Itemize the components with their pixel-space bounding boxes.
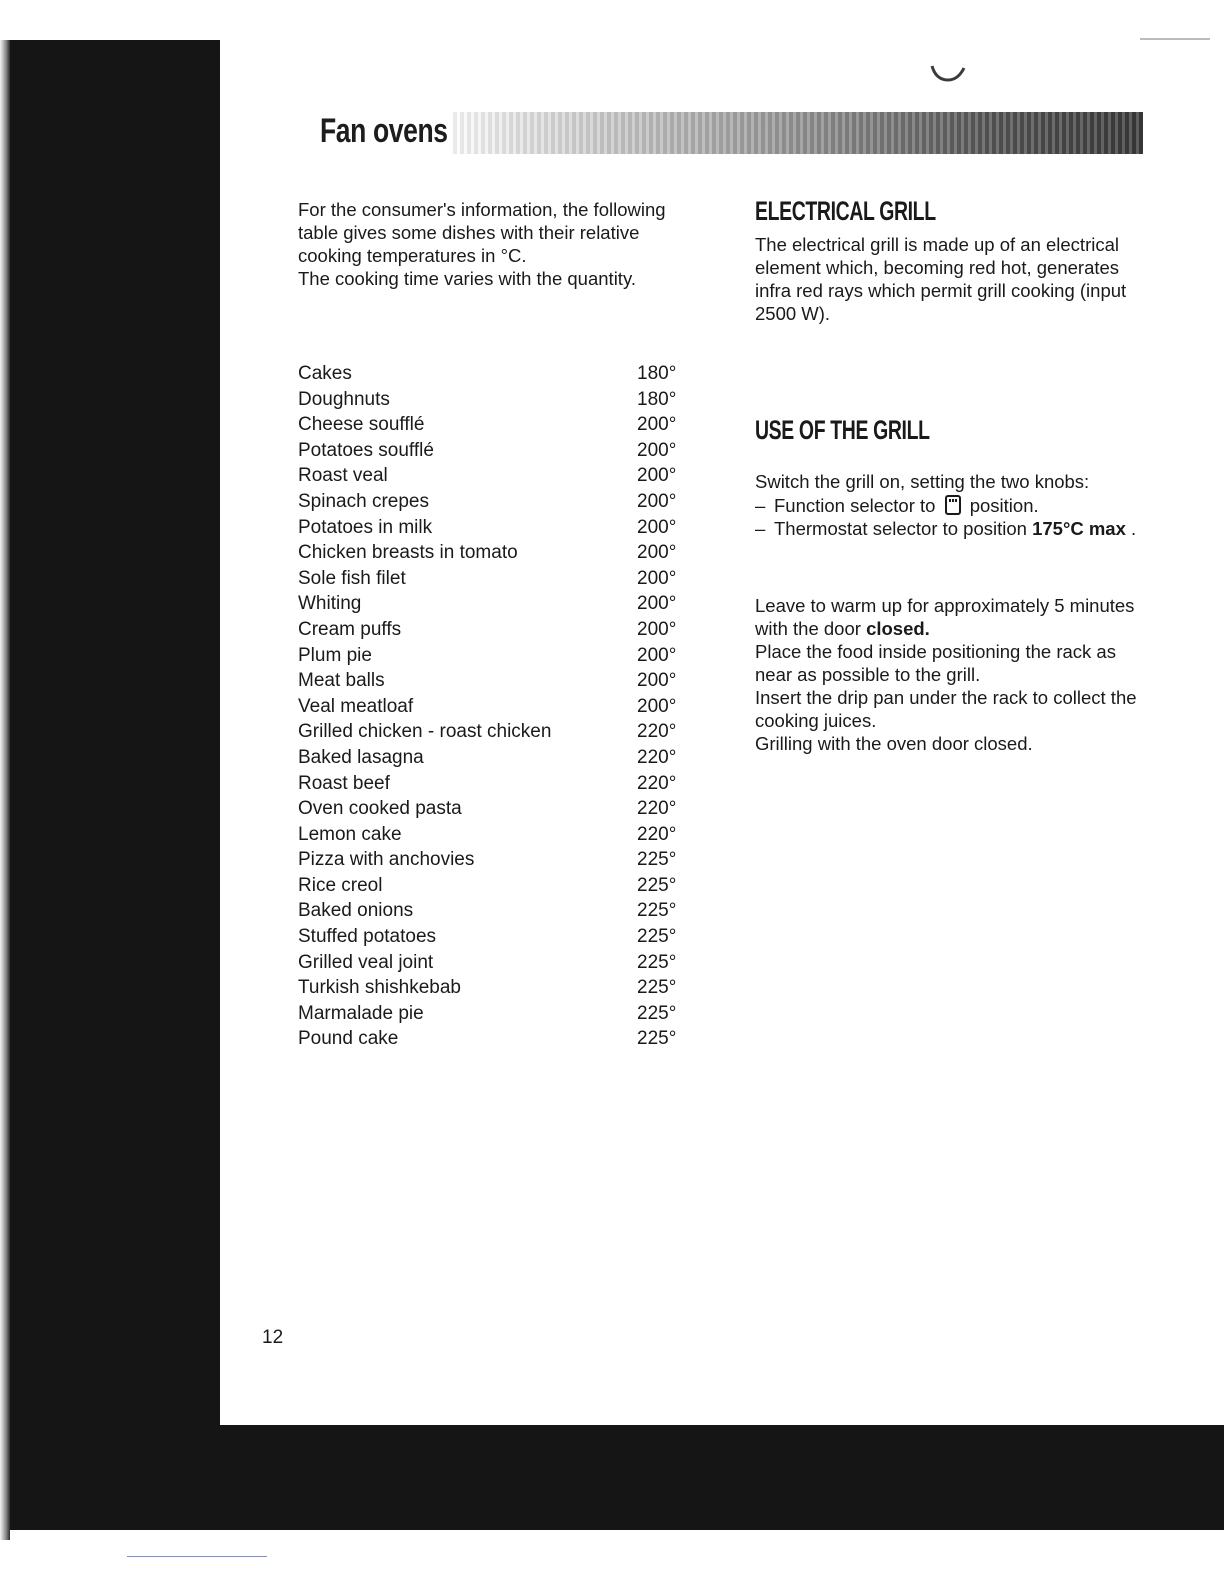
dish-name: Cheese soufflé (298, 414, 425, 436)
para1-prefix: Leave to warm up for approximately 5 minutes with the door (755, 595, 1135, 639)
dish-name: Baked lasagna (298, 746, 424, 768)
dish-row (298, 412, 683, 438)
dish-temp: 200° (637, 567, 677, 589)
intro-line-2: The cooking time varies with the quantity. (298, 268, 636, 289)
dish-row (298, 617, 683, 643)
dish-temp: 225° (637, 900, 677, 922)
dish-temp: 200° (637, 593, 677, 615)
para1-bold: closed. (866, 618, 930, 639)
dish-temp: 220° (637, 772, 677, 794)
step1-prefix: Function selector to (774, 495, 936, 516)
scan-dark-margin-left (10, 40, 220, 1530)
dish-name: Roast beef (298, 772, 390, 794)
dish-row (298, 489, 683, 515)
electrical-grill-heading: ELECTRICAL GRILL (755, 196, 936, 226)
dish-name: Pound cake (298, 1028, 399, 1050)
dish-row (298, 822, 683, 848)
dish-name: Lemon cake (298, 823, 402, 845)
dish-row (298, 694, 683, 720)
scan-top-line (1140, 38, 1210, 40)
dish-name: Whiting (298, 593, 362, 615)
dish-temp: 225° (637, 1028, 677, 1050)
dish-row (298, 566, 683, 592)
dish-temp: 225° (637, 1002, 677, 1024)
dish-name: Cream puffs (298, 618, 402, 640)
dish-temp: 180° (637, 388, 677, 410)
dish-row (298, 515, 683, 541)
step2-bold: 175°C max (1032, 518, 1126, 539)
dish-name: Baked onions (298, 900, 414, 922)
scan-mark-icon (928, 62, 968, 86)
dish-name: Roast veal (298, 465, 388, 487)
dish-row (298, 591, 683, 617)
dish-temp: 200° (637, 414, 677, 436)
dish-temp: 200° (637, 439, 677, 461)
dish-row (298, 873, 683, 899)
dish-temp: 220° (637, 823, 677, 845)
dish-temp: 225° (637, 926, 677, 948)
dish-name: Plum pie (298, 644, 372, 666)
dish-name: Chicken breasts in tomato (298, 542, 518, 564)
dish-name: Turkish shishkebab (298, 977, 461, 999)
electrical-grill-text: The electrical grill is made up of an electrical element which, becoming red hot, generates infra red rays which permit grill cooking (input 2500 W). (755, 234, 1127, 324)
dish-row (298, 1026, 683, 1052)
dish-row (298, 387, 683, 413)
dish-name: Sole fish filet (298, 567, 406, 589)
dish-row (298, 540, 683, 566)
intro-text (298, 198, 690, 290)
step2-suffix: . (1131, 518, 1137, 539)
title-gradient-band (450, 112, 1143, 154)
dish-temp: 225° (637, 951, 677, 973)
dish-row (298, 771, 683, 797)
step1-suffix: position. (969, 495, 1039, 516)
grill-symbol-icon (945, 495, 961, 515)
dish-row (298, 1001, 683, 1027)
dish-temp: 180° (637, 363, 677, 384)
dish-temp: 200° (637, 516, 677, 538)
use-of-grill-heading: USE OF THE GRILL (755, 415, 930, 445)
step2-prefix: Thermostat selector to position (774, 518, 1027, 539)
dish-row (298, 438, 683, 464)
dish-temp: 200° (637, 618, 677, 640)
intro-line-1: For the consumer's information, the following table gives some dishes with their relative cooking temperatures in °C. (298, 199, 666, 266)
dish-temp: 220° (637, 721, 677, 743)
dish-name: Pizza with anchovies (298, 849, 475, 871)
dish-name: Oven cooked pasta (298, 798, 462, 820)
dish-row (298, 668, 683, 694)
procedure-para-3: Insert the drip pan under the rack to collect the cooking juices. (755, 687, 1137, 731)
dish-name: Potatoes soufflé (298, 439, 434, 461)
dish-row (298, 847, 683, 873)
dish-name: Grilled veal joint (298, 951, 434, 973)
dish-row (298, 463, 683, 489)
dish-name: Veal meatloaf (298, 695, 414, 717)
dish-temp: 225° (637, 874, 677, 896)
procedure-para-2: Place the food inside positioning the rack as near as possible to the grill. (755, 641, 1116, 685)
dish-row (298, 643, 683, 669)
dish-temp: 200° (637, 644, 677, 666)
procedure-para-4: Grilling with the oven door closed. (755, 733, 1033, 754)
dish-row (298, 745, 683, 771)
page-title: Fan ovens (320, 112, 451, 151)
scan-dark-margin-bottom (10, 1425, 1224, 1530)
dish-temperature-table (298, 361, 683, 1052)
dish-name: Potatoes in milk (298, 516, 433, 538)
grill-setting-steps (755, 494, 1141, 540)
step-thermostat-selector: – Thermostat selector to position 175°C max . (755, 518, 1137, 539)
dish-temp: 200° (637, 695, 677, 717)
dish-name: Stuffed potatoes (298, 926, 437, 948)
use-of-grill-intro: Switch the grill on, setting the two knobs: (755, 471, 1090, 492)
dish-row (298, 361, 683, 387)
step-function-selector: – Function selector to position. (755, 495, 1039, 516)
procedure-para-1 (755, 594, 1141, 640)
dish-temp: 200° (637, 490, 677, 512)
dish-row (298, 898, 683, 924)
dish-name: Marmalade pie (298, 1002, 424, 1024)
dish-temp: 225° (637, 849, 677, 871)
dish-row (298, 975, 683, 1001)
dish-row (298, 796, 683, 822)
dish-temp: 220° (637, 798, 677, 820)
dish-name: Spinach crepes (298, 490, 429, 512)
scan-bottom-line (127, 1556, 267, 1557)
dish-temp: 220° (637, 746, 677, 768)
dish-name: Cakes (298, 363, 352, 384)
dish-name: Doughnuts (298, 388, 390, 410)
dish-row (298, 719, 683, 745)
dish-row (298, 950, 683, 976)
dish-name: Meat balls (298, 670, 385, 692)
page-number: 12 (262, 1327, 284, 1348)
dish-name: Rice creol (298, 874, 383, 896)
dish-temp: 200° (637, 542, 677, 564)
dish-temp: 200° (637, 465, 677, 487)
dish-name: Grilled chicken - roast chicken (298, 721, 552, 743)
dish-temp: 225° (637, 977, 677, 999)
dish-row (298, 924, 683, 950)
dish-temp: 200° (637, 670, 677, 692)
scan-edge (0, 40, 10, 1540)
grill-procedure (755, 594, 1141, 755)
